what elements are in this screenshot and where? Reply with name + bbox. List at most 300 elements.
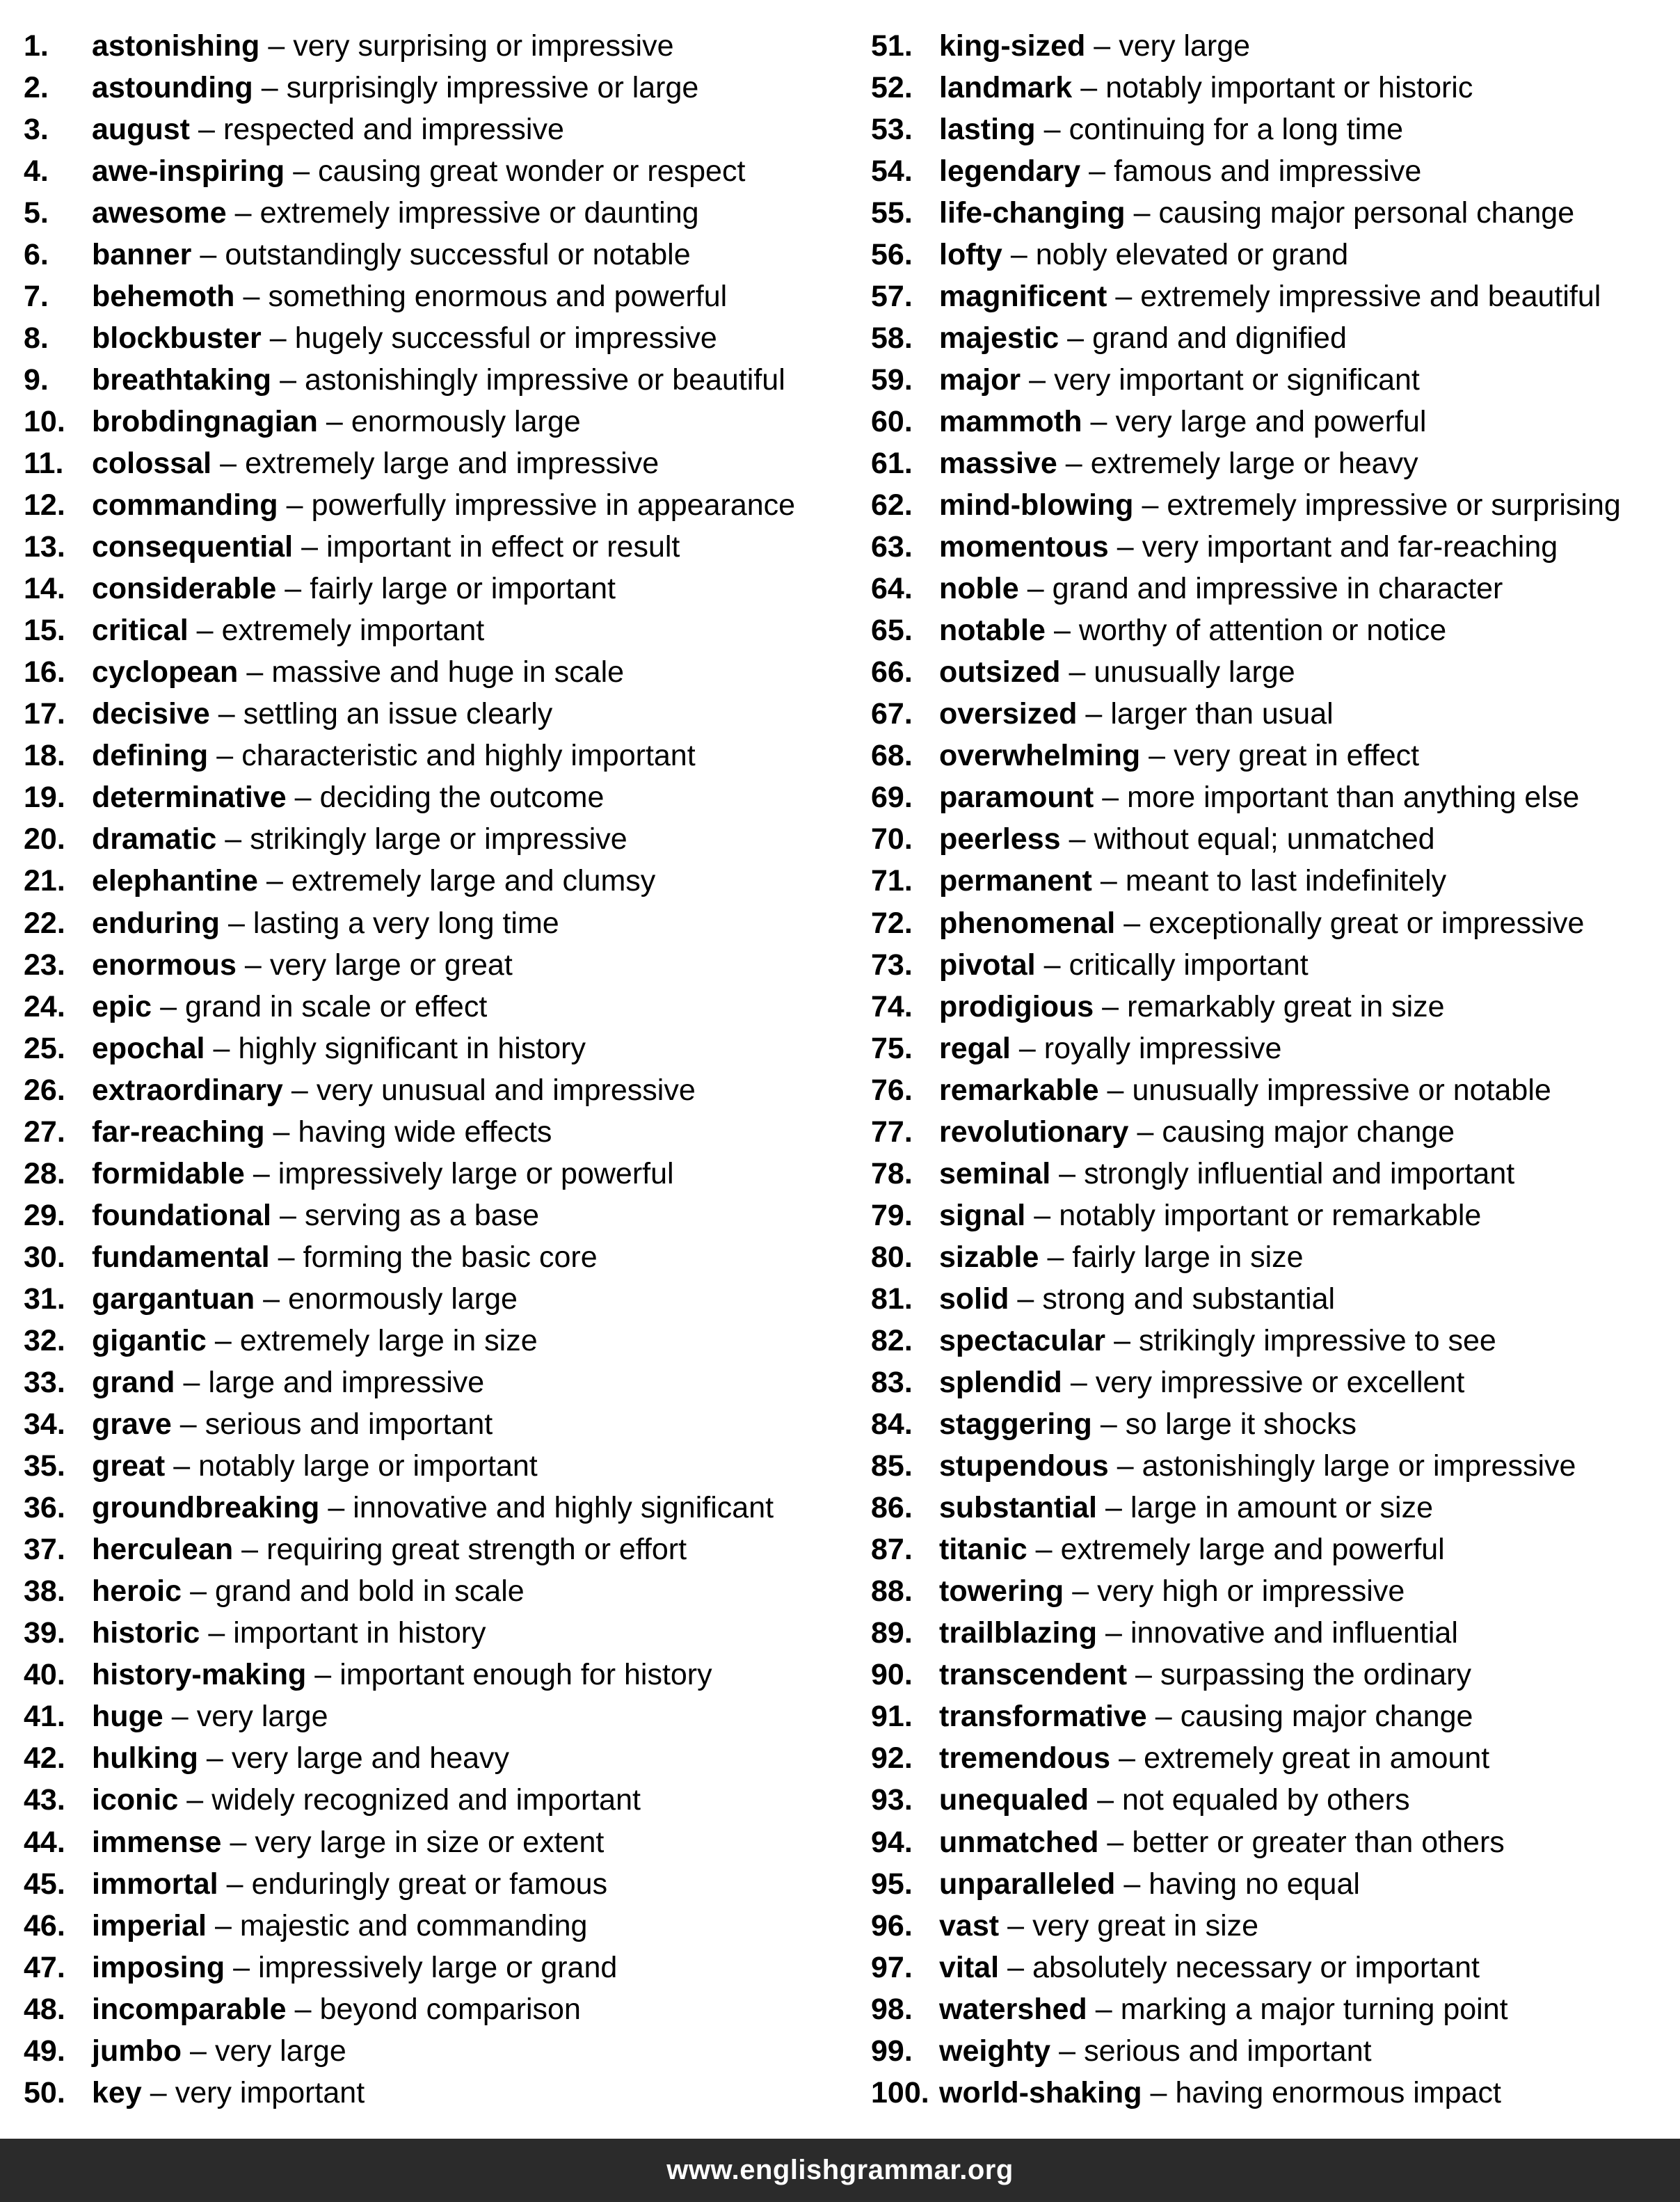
item-definition: having enormous impact — [1175, 2075, 1501, 2109]
item-number: 46. — [24, 1908, 65, 1942]
item-number: 81. — [871, 1282, 913, 1316]
item-definition: respected and impressive — [223, 112, 564, 146]
item-definition: famous and impressive — [1114, 154, 1422, 188]
item-number: 88. — [871, 1574, 913, 1609]
list-item — [871, 944, 1671, 986]
item-word: jumbo — [92, 2034, 182, 2068]
list-item — [24, 359, 845, 401]
item-separator: – — [218, 697, 235, 731]
list-item — [871, 1821, 1671, 1863]
item-word: trailblazing — [939, 1616, 1097, 1650]
item-number: 21. — [24, 864, 65, 898]
list-item — [24, 527, 845, 568]
list-item — [871, 1529, 1671, 1571]
item-word: imposing — [92, 1950, 225, 1984]
item-word: revolutionary — [939, 1115, 1129, 1149]
item-word: majestic — [939, 321, 1059, 355]
list-item — [24, 1153, 845, 1195]
item-definition: having no equal — [1149, 1867, 1360, 1901]
list-item — [871, 610, 1671, 652]
item-number: 7. — [24, 279, 49, 313]
item-number: 2. — [24, 70, 49, 104]
item-separator: – — [1117, 530, 1134, 564]
item-number: 69. — [871, 781, 913, 815]
item-separator: – — [269, 321, 287, 355]
item-definition: large in amount or size — [1130, 1491, 1433, 1525]
list-item — [871, 401, 1671, 442]
list-item — [24, 777, 845, 819]
list-item — [871, 2030, 1671, 2072]
item-separator: – — [1100, 1407, 1117, 1442]
item-separator: – — [1029, 362, 1046, 397]
item-separator: – — [1065, 446, 1082, 480]
item-separator: – — [1090, 404, 1107, 438]
item-definition: strikingly large or impressive — [250, 822, 627, 856]
item-separator: – — [1115, 279, 1133, 313]
item-word: towering — [939, 1574, 1064, 1609]
item-separator: – — [268, 29, 285, 63]
item-word: gigantic — [92, 1323, 207, 1357]
item-number: 70. — [871, 822, 913, 856]
item-word: unparalleled — [939, 1867, 1116, 1901]
item-definition: majestic and commanding — [239, 1908, 588, 1942]
item-number: 57. — [871, 279, 913, 313]
item-number: 15. — [24, 614, 65, 648]
item-number: 9. — [24, 362, 49, 397]
item-number: 92. — [871, 1741, 913, 1776]
item-separator: – — [1069, 822, 1086, 856]
item-definition: astonishingly impressive or beautiful — [305, 362, 785, 397]
item-separator: – — [241, 1533, 259, 1567]
list-item — [24, 1821, 845, 1863]
item-number: 5. — [24, 196, 49, 230]
item-number: 74. — [871, 989, 913, 1023]
item-definition: strikingly impressive to see — [1139, 1323, 1496, 1357]
item-separator: – — [198, 112, 215, 146]
item-separator: – — [1047, 1240, 1064, 1274]
item-definition: unusually impressive or notable — [1132, 1073, 1551, 1107]
item-word: breathtaking — [92, 362, 272, 397]
item-definition: causing great wonder or respect — [318, 154, 746, 188]
list-item — [871, 1028, 1671, 1069]
item-definition: massive and huge in scale — [271, 655, 625, 689]
item-separator: – — [1089, 154, 1106, 188]
item-separator: – — [171, 1700, 189, 1734]
item-definition: serious and important — [1084, 2034, 1372, 2068]
item-word: groundbreaking — [92, 1491, 320, 1525]
list-item — [24, 1111, 845, 1153]
list-item — [24, 234, 845, 276]
list-item — [24, 694, 845, 735]
item-number: 64. — [871, 572, 913, 606]
item-separator: – — [1117, 1449, 1134, 1483]
item-definition: settling an issue clearly — [243, 697, 553, 731]
item-word: commanding — [92, 488, 278, 522]
list-item — [871, 1988, 1671, 2030]
item-word: mind-blowing — [939, 488, 1134, 522]
item-number: 38. — [24, 1574, 65, 1609]
item-number: 19. — [24, 781, 65, 815]
item-number: 59. — [871, 362, 913, 397]
item-word: magnificent — [939, 279, 1107, 313]
item-number: 47. — [24, 1950, 65, 1984]
item-number: 61. — [871, 446, 913, 480]
item-word: splendid — [939, 1366, 1062, 1400]
item-word: unequaled — [939, 1783, 1089, 1817]
item-definition: not equaled by others — [1122, 1783, 1410, 1817]
item-word: iconic — [92, 1783, 179, 1817]
item-number: 3. — [24, 112, 49, 146]
item-separator: – — [1102, 989, 1119, 1023]
item-definition: extremely large in size — [239, 1323, 538, 1357]
item-number: 80. — [871, 1240, 913, 1274]
item-number: 35. — [24, 1449, 65, 1483]
item-separator: – — [230, 1825, 247, 1859]
item-definition: without equal; unmatched — [1094, 822, 1435, 856]
list-item — [871, 819, 1671, 861]
item-word: permanent — [939, 864, 1092, 898]
list-item — [24, 1863, 845, 1905]
item-definition: important enough for history — [339, 1658, 712, 1692]
item-definition: remarkably great in size — [1127, 989, 1445, 1023]
item-definition: extremely large and impressive — [245, 446, 659, 480]
item-separator: – — [1059, 1156, 1076, 1190]
item-definition: very large and heavy — [231, 1741, 510, 1776]
item-separator: – — [328, 1491, 345, 1525]
list-item — [871, 1404, 1671, 1446]
item-number: 22. — [24, 906, 65, 940]
item-number: 18. — [24, 739, 65, 773]
item-definition: astonishingly large or impressive — [1142, 1449, 1576, 1483]
item-separator: – — [294, 1992, 312, 2026]
list-item — [871, 2072, 1671, 2114]
item-word: dramatic — [92, 822, 217, 856]
list-item — [24, 317, 845, 359]
item-separator: – — [206, 1741, 223, 1776]
item-separator: – — [1114, 1323, 1130, 1357]
word-list-left-column — [24, 25, 845, 2126]
list-item — [871, 1111, 1671, 1153]
item-number: 24. — [24, 989, 65, 1023]
item-word: transformative — [939, 1700, 1147, 1734]
item-definition: serious and important — [205, 1407, 493, 1442]
item-number: 41. — [24, 1700, 65, 1734]
list-item — [24, 568, 845, 610]
item-number: 72. — [871, 906, 913, 940]
list-item — [24, 2030, 845, 2072]
item-separator: – — [196, 614, 214, 648]
item-separator: – — [1119, 1741, 1136, 1776]
list-item — [871, 861, 1671, 902]
word-list — [0, 25, 1680, 2109]
item-word: life-changing — [939, 196, 1126, 230]
list-item — [24, 67, 845, 109]
item-separator: – — [1105, 1491, 1122, 1525]
item-number: 20. — [24, 822, 65, 856]
item-word: history-making — [92, 1658, 307, 1692]
item-word: pivotal — [939, 948, 1036, 982]
item-word: imperial — [92, 1908, 207, 1942]
item-definition: very surprising or impressive — [293, 29, 674, 63]
item-definition: grand and bold in scale — [215, 1574, 525, 1609]
item-number: 53. — [871, 112, 913, 146]
list-item — [871, 1863, 1671, 1905]
item-word: colossal — [92, 446, 212, 480]
list-item — [871, 67, 1671, 109]
list-item — [24, 276, 845, 317]
item-word: major — [939, 362, 1021, 397]
item-number: 56. — [871, 237, 913, 271]
item-definition: strongly influential and important — [1084, 1156, 1515, 1190]
list-item — [871, 150, 1671, 192]
item-word: vast — [939, 1908, 1000, 1942]
list-item — [24, 1947, 845, 1988]
item-number: 45. — [24, 1867, 65, 1901]
list-item — [24, 150, 845, 192]
item-word: titanic — [939, 1533, 1027, 1567]
item-number: 98. — [871, 1992, 913, 2026]
item-number: 31. — [24, 1282, 65, 1316]
item-separator: – — [1070, 1366, 1087, 1400]
item-word: spectacular — [939, 1323, 1106, 1357]
item-definition: more important than anything else — [1127, 781, 1580, 815]
list-item — [871, 527, 1671, 568]
item-number: 13. — [24, 530, 65, 564]
item-definition: deciding the outcome — [319, 781, 605, 815]
item-definition: nobly elevated or grand — [1035, 237, 1349, 271]
item-separator: – — [150, 2075, 167, 2109]
item-definition: forming the basic core — [303, 1240, 598, 1274]
item-number: 71. — [871, 864, 913, 898]
list-item — [24, 1571, 845, 1613]
list-item — [24, 1696, 845, 1738]
item-definition: something enormous and powerful — [268, 279, 728, 313]
item-separator: – — [226, 1867, 243, 1901]
item-separator: – — [233, 1950, 250, 1984]
item-word: foundational — [92, 1198, 271, 1232]
item-definition: royally impressive — [1043, 1031, 1282, 1065]
list-item — [24, 1195, 845, 1236]
item-separator: – — [253, 1156, 270, 1190]
item-separator: – — [200, 237, 217, 271]
item-separator: – — [1102, 781, 1119, 815]
item-word: mammoth — [939, 404, 1082, 438]
list-item — [871, 234, 1671, 276]
list-item — [871, 777, 1671, 819]
list-item — [24, 1362, 845, 1404]
list-item — [24, 1905, 845, 1947]
item-word: seminal — [939, 1156, 1051, 1190]
item-separator: – — [183, 1366, 200, 1400]
item-number: 85. — [871, 1449, 913, 1483]
item-number: 10. — [24, 404, 65, 438]
item-number: 62. — [871, 488, 913, 522]
list-item — [871, 902, 1671, 944]
list-item — [24, 610, 845, 652]
item-word: oversized — [939, 697, 1078, 731]
list-item — [871, 359, 1671, 401]
item-definition: fairly large in size — [1072, 1240, 1304, 1274]
item-definition: very important — [175, 2075, 365, 2109]
list-item — [24, 1529, 845, 1571]
item-word: noble — [939, 572, 1019, 606]
item-word: paramount — [939, 781, 1094, 815]
item-word: king-sized — [939, 29, 1086, 63]
list-item — [871, 1278, 1671, 1320]
item-number: 4. — [24, 154, 49, 188]
list-item — [871, 986, 1671, 1028]
item-definition: causing major change — [1162, 1115, 1455, 1149]
item-separator: – — [1133, 196, 1151, 230]
item-separator: – — [1155, 1700, 1172, 1734]
item-word: weighty — [939, 2034, 1051, 2068]
item-definition: surpassing the ordinary — [1160, 1658, 1471, 1692]
item-separator: – — [286, 488, 303, 522]
list-item — [24, 986, 845, 1028]
item-word: enduring — [92, 906, 220, 940]
item-definition: very impressive or excellent — [1095, 1366, 1465, 1400]
item-separator: – — [301, 530, 319, 564]
item-number: 49. — [24, 2034, 65, 2068]
item-separator: – — [1007, 1908, 1025, 1942]
item-separator: – — [1017, 1282, 1034, 1316]
item-definition: innovative and highly significant — [353, 1491, 774, 1525]
item-definition: marking a major turning point — [1120, 1992, 1508, 2026]
item-word: sizable — [939, 1240, 1039, 1274]
item-word: far-reaching — [92, 1115, 265, 1149]
item-definition: critically important — [1069, 948, 1309, 982]
item-definition: very unusual and impressive — [316, 1073, 696, 1107]
item-definition: causing major change — [1180, 1700, 1473, 1734]
item-definition: very great in effect — [1174, 739, 1420, 773]
item-number: 68. — [871, 739, 913, 773]
item-definition: very great in size — [1032, 1908, 1259, 1942]
list-item — [24, 1988, 845, 2030]
item-definition: unusually large — [1094, 655, 1295, 689]
list-item — [871, 735, 1671, 777]
item-word: great — [92, 1449, 166, 1483]
item-word: determinative — [92, 781, 287, 815]
item-separator: – — [1035, 1533, 1053, 1567]
item-definition: widely recognized and important — [211, 1783, 641, 1817]
item-number: 87. — [871, 1533, 913, 1567]
item-separator: – — [1105, 1616, 1122, 1650]
list-item — [871, 1487, 1671, 1529]
list-item — [871, 317, 1671, 359]
list-item — [871, 25, 1671, 67]
item-separator: – — [280, 362, 296, 397]
item-definition: requiring great strength or effort — [266, 1533, 687, 1567]
item-word: lofty — [939, 237, 1002, 271]
item-word: brobdingnagian — [92, 404, 318, 438]
item-word: enormous — [92, 948, 237, 982]
item-separator: – — [1085, 697, 1103, 731]
item-separator: – — [246, 655, 264, 689]
item-separator: – — [1137, 1115, 1154, 1149]
item-separator: – — [1034, 1198, 1051, 1232]
item-word: epochal — [92, 1031, 205, 1065]
item-word: incomparable — [92, 1992, 287, 2026]
item-separator: – — [160, 989, 177, 1023]
item-number: 51. — [871, 29, 913, 63]
item-definition: absolutely necessary or important — [1032, 1950, 1480, 1984]
item-definition: strong and substantial — [1042, 1282, 1336, 1316]
item-word: gargantuan — [92, 1282, 255, 1316]
item-separator: – — [314, 1658, 332, 1692]
list-item — [871, 485, 1671, 527]
item-separator: – — [1123, 1867, 1141, 1901]
item-word: heroic — [92, 1574, 182, 1609]
item-definition: very important or significant — [1054, 362, 1420, 397]
item-word: extraordinary — [92, 1073, 283, 1107]
list-item — [871, 1780, 1671, 1821]
list-item — [871, 1320, 1671, 1362]
item-word: historic — [92, 1616, 200, 1650]
list-item — [24, 442, 845, 484]
item-number: 8. — [24, 321, 49, 355]
item-word: epic — [92, 989, 152, 1023]
item-number: 33. — [24, 1366, 65, 1400]
item-number: 75. — [871, 1031, 913, 1065]
item-separator: – — [227, 906, 245, 940]
item-number: 95. — [871, 1867, 913, 1901]
item-separator: – — [280, 1198, 296, 1232]
item-definition: very large — [1119, 29, 1251, 63]
item-number: 12. — [24, 488, 65, 522]
item-definition: extremely impressive or surprising — [1167, 488, 1621, 522]
item-definition: so large it shocks — [1125, 1407, 1357, 1442]
list-item — [871, 1236, 1671, 1278]
item-word: overwhelming — [939, 739, 1141, 773]
item-separator: – — [179, 1407, 197, 1442]
item-number: 42. — [24, 1741, 65, 1776]
list-item — [24, 1320, 845, 1362]
item-separator: – — [285, 572, 302, 606]
item-definition: grand and impressive in character — [1052, 572, 1503, 606]
item-definition: extremely impressive and beautiful — [1140, 279, 1601, 313]
list-item — [871, 1571, 1671, 1613]
item-number: 28. — [24, 1156, 65, 1190]
item-definition: outstandingly successful or notable — [225, 237, 691, 271]
item-definition: notably important or remarkable — [1059, 1198, 1482, 1232]
item-separator: – — [1018, 1031, 1036, 1065]
list-item — [871, 1947, 1671, 1988]
item-definition: very high or impressive — [1097, 1574, 1405, 1609]
item-word: phenomenal — [939, 906, 1116, 940]
item-number: 82. — [871, 1323, 913, 1357]
item-word: hulking — [92, 1741, 198, 1776]
list-item — [871, 1069, 1671, 1111]
footer-website-link[interactable]: www.englishgrammar.org — [666, 2155, 1014, 2185]
item-number: 1. — [24, 29, 49, 63]
item-word: considerable — [92, 572, 277, 606]
list-item — [871, 1613, 1671, 1654]
item-separator: – — [293, 154, 310, 188]
item-word: transcendent — [939, 1658, 1128, 1692]
item-separator: – — [1097, 1783, 1114, 1817]
list-item — [24, 192, 845, 234]
item-separator: – — [214, 1323, 232, 1357]
item-word: peerless — [939, 822, 1061, 856]
item-definition: worthy of attention or notice — [1078, 614, 1447, 648]
item-separator: – — [1095, 1992, 1112, 2026]
item-definition: very large — [196, 1700, 328, 1734]
item-separator: – — [263, 1282, 280, 1316]
item-number: 65. — [871, 614, 913, 648]
item-definition: meant to last indefinitely — [1125, 864, 1447, 898]
item-definition: enormously large — [288, 1282, 518, 1316]
item-number: 54. — [871, 154, 913, 188]
